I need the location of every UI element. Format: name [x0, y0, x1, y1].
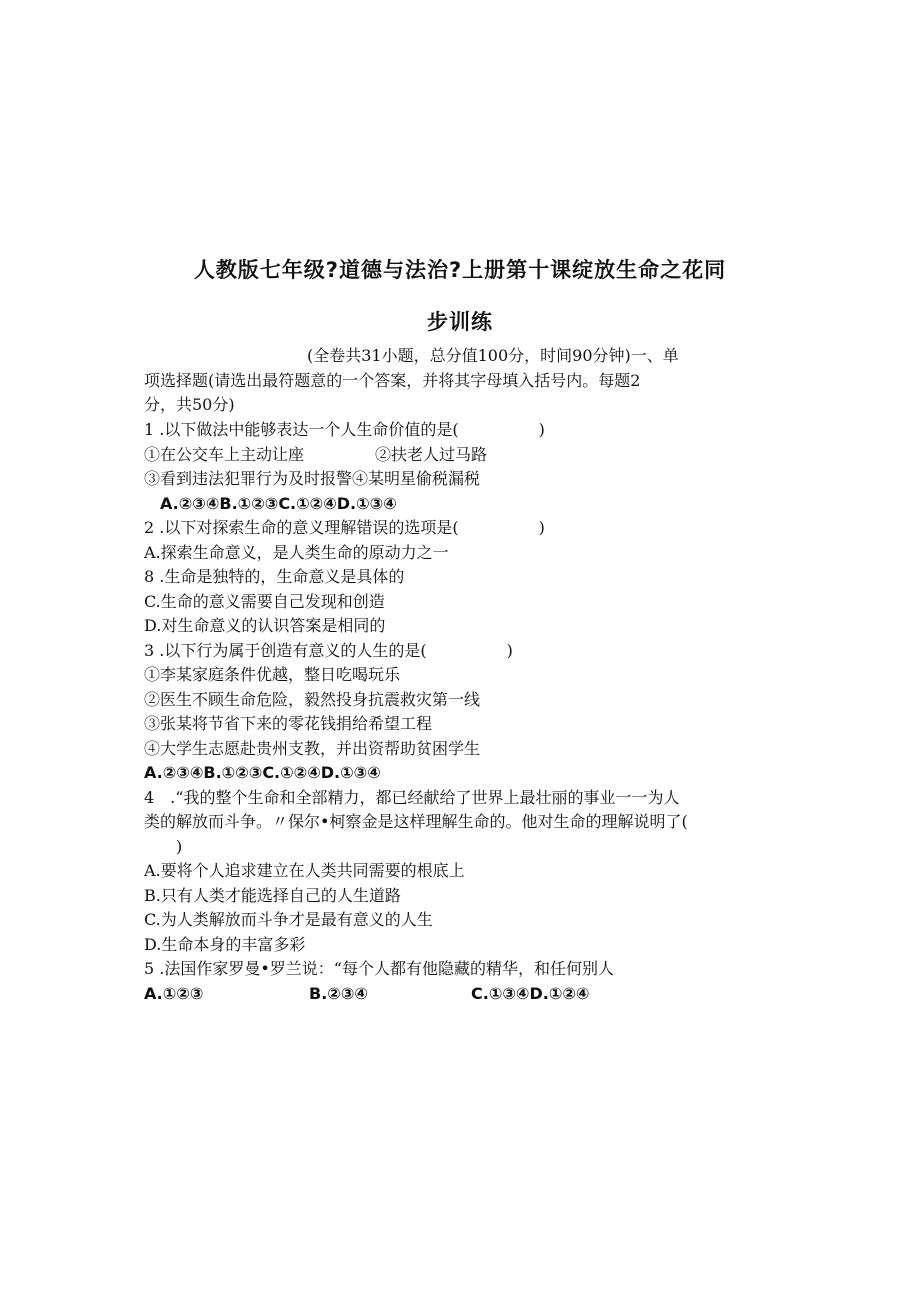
question-5-choice-a: A.①②③: [144, 984, 204, 1003]
page-title-line-1: 人教版七年级?道德与法治?上册第十课绽放生命之花同: [193, 258, 727, 282]
question-4-stem-line-2: 类的解放而斗争。〃保尔•柯察金是这样理解生命的。他对生命的理解说明了(: [144, 812, 688, 831]
question-3-answers: A.②③④B.①②③C.①②④D.①③④: [144, 763, 381, 782]
question-4-choice-b: B.只有人类才能选择自己的人生道路: [144, 886, 401, 905]
question-4-stem-line-1: 4 .“我的整个生命和全部精力，都已经献给了世界上最壮丽的事业一一为人: [144, 788, 680, 807]
question-3-option-4: ④大学生志愿赴贵州支教，并出资帮助贫困学生: [144, 739, 481, 758]
question-1-option-1: ①在公交车上主动让座: [144, 445, 305, 464]
question-3-option-1: ①李某家庭条件优越，整日吃喝玩乐: [144, 665, 401, 684]
intro-line-3: 分，共50分): [144, 395, 235, 414]
intro-line-1: (全卷共31小题，总分值100分，时间90分钟)一、单: [307, 346, 679, 365]
question-4-choice-d: D.生命本身的丰富多彩: [144, 935, 306, 954]
question-5-choice-cd: C.①③④D.①②④: [471, 984, 590, 1003]
question-2-stem: 2 .以下对探索生命的意义理解错误的选项是( ): [144, 518, 545, 537]
question-3-option-2: ②医生不顾生命危险，毅然投身抗震救灾第一线: [144, 690, 481, 709]
question-2-choice-c: C.生命的意义需要自己发现和创造: [144, 592, 385, 611]
question-1-stem: 1 .以下做法中能够表达一个人生命价值的是( ): [144, 420, 545, 439]
question-4-choice-c: C.为人类解放而斗争才是最有意义的人生: [144, 910, 433, 929]
question-3-stem: 3 .以下行为属于创造有意义的人生的是( ): [144, 641, 513, 660]
question-2-choice-d: D.对生命意义的认识答案是相同的: [144, 616, 386, 635]
question-3-option-3: ③张某将节省下来的零花钱捐给希望工程: [144, 714, 433, 733]
question-2-choice-b: 8 .生命是独特的，生命意义是具体的: [144, 567, 405, 586]
question-1-option-3: ③看到违法犯罪行为及时报警④某明星偷税漏税: [144, 469, 481, 488]
question-5-stem: 5 .法国作家罗曼•罗兰说：“每个人都有他隐藏的精华，和任何别人: [144, 959, 614, 978]
question-5-choice-b: B.②③④: [309, 984, 368, 1003]
question-2-choice-a: A.探索生命意义，是人类生命的原动力之一: [144, 543, 449, 562]
question-1-answers: A.②③④B.①②③C.①②④D.①③④: [160, 494, 397, 513]
page-title-line-2: 步训练: [427, 310, 493, 334]
question-4-choice-a: A.要将个人追求建立在人类共同需要的根底上: [144, 861, 465, 880]
question-4-stem-line-3: ): [176, 837, 183, 856]
intro-line-2: 项选择题(请选出最符题意的一个答案，并将其字母填入括号内。每题2: [144, 371, 641, 390]
question-1-option-2: ②扶老人过马路: [375, 445, 488, 464]
